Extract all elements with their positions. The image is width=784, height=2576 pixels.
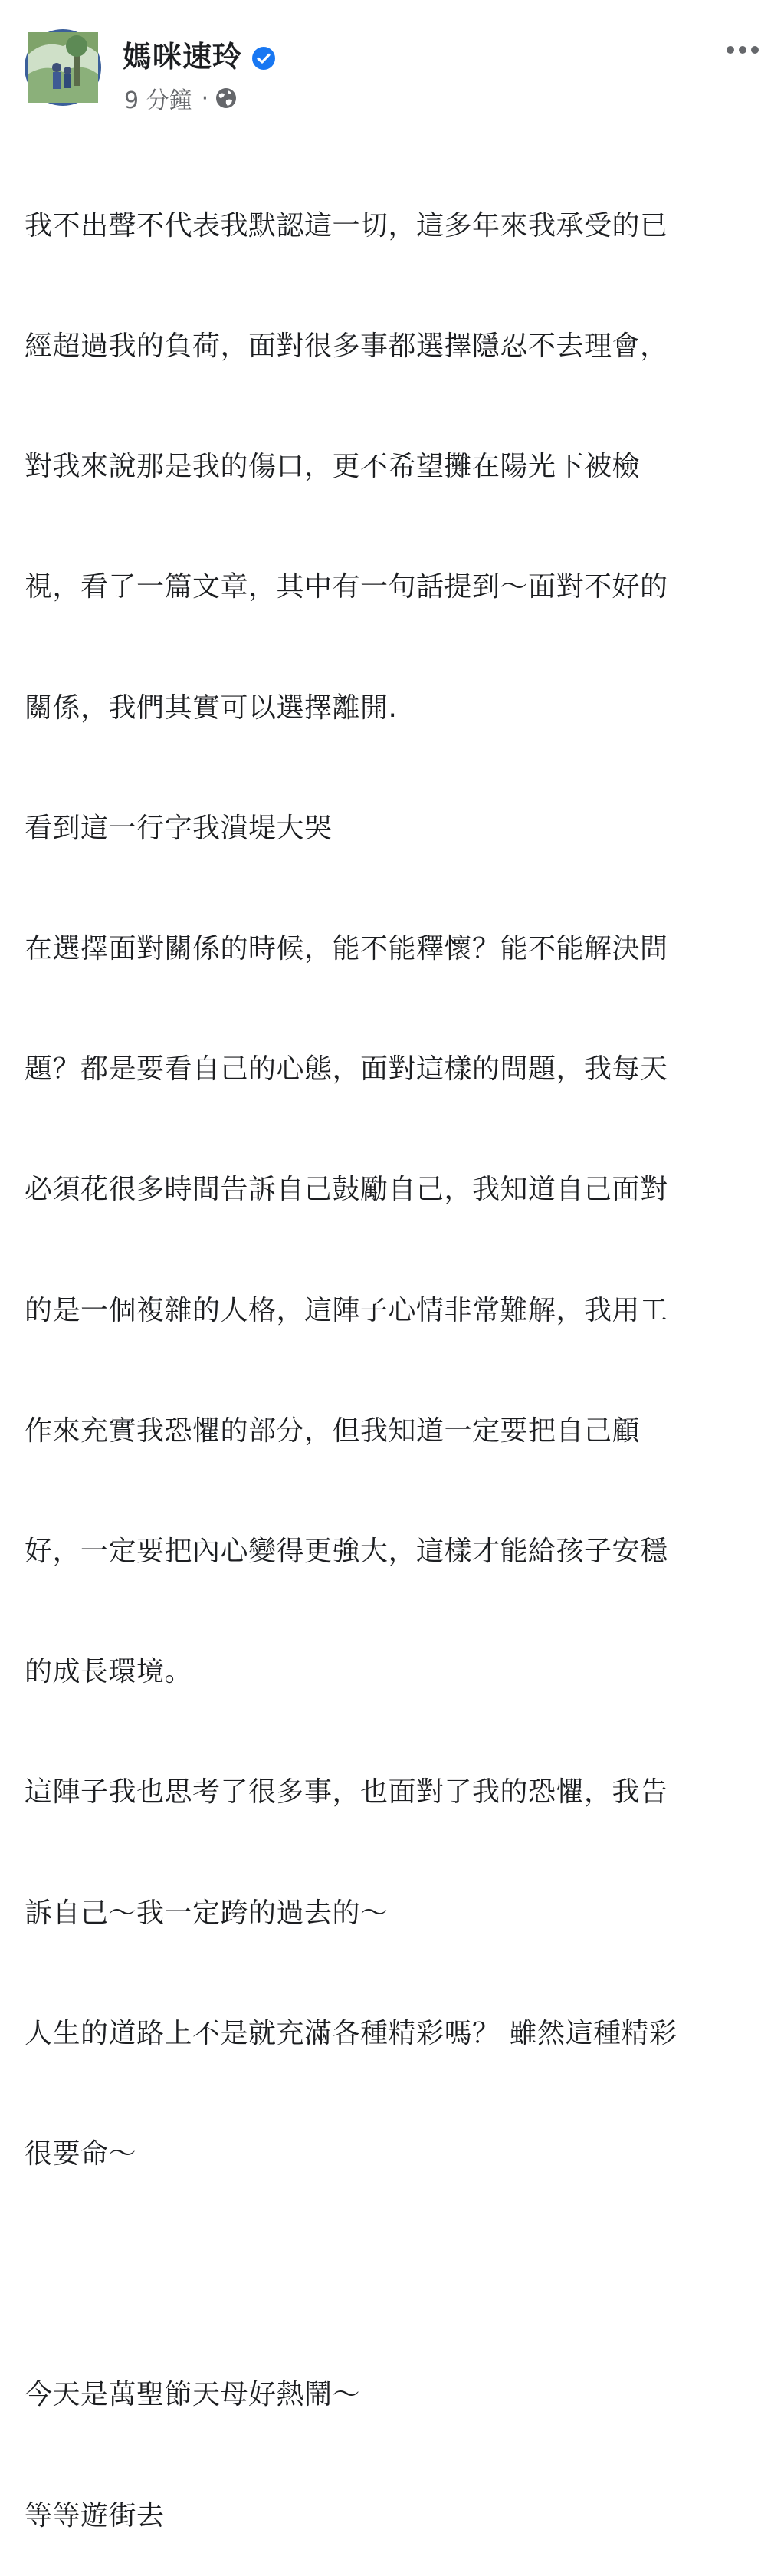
avatar[interactable] (25, 29, 101, 106)
post-text-line: 題？都是要看自己的心態，面對這樣的問題，我每天 (25, 1053, 668, 1086)
post-text-line: 在選擇面對關係的時候，能不能釋懷？能不能解決問 (25, 933, 668, 965)
post-text-line: 對我來說那是我的傷口，更不希望攤在陽光下被檢 (25, 451, 641, 483)
verified-badge-icon (251, 46, 276, 71)
post-text-line: 經超過我的負荷，面對很多事都選擇隱忍不去理會， (25, 330, 668, 363)
post-text-line: 看到這一行字我潰堤大哭 (25, 812, 333, 844)
post-text-line: 這陣子我也思考了很多事，也面對了我的恐懼，我告 (25, 1776, 668, 1809)
more-options-icon[interactable] (725, 43, 760, 57)
post-text-line: 好，一定要把內心變得更強大，這樣才能給孩子安穩 (25, 1536, 668, 1568)
post-text-line: 很要命～ (25, 2138, 137, 2170)
post-text-line: 的成長環境。 (25, 1656, 193, 1688)
avatar-image (28, 32, 98, 103)
post-meta (124, 83, 238, 113)
author-name[interactable]: 媽咪速玲 (123, 40, 243, 74)
post-header (25, 29, 760, 113)
meta-separator: · (201, 84, 209, 112)
post-text-line: 訴自己～我一定跨的過去的～ (25, 1897, 389, 1929)
post-text-line: 今天是萬聖節天母好熱鬧～ (25, 2379, 361, 2411)
post-text-line: 我不出聲不代表我默認這一切，這多年來我承受的已 (25, 209, 668, 242)
post-text-line: 等等遊街去 (25, 2499, 165, 2532)
post-text-line: 的是一個複雜的人格，這陣子心情非常難解，我用工 (25, 1294, 668, 1326)
post-text-line: 視，看了一篇文章，其中有一句話提到～面對不好的 (25, 571, 668, 603)
post-text-line: 關係，我們其實可以選擇離開. (25, 692, 398, 724)
post-text-line: 人生的道路上不是就充滿各種精彩嗎？ 雖然這種精彩 (25, 2017, 677, 2049)
post-text-line: 必須花很多時間告訴自己鼓勵自己，我知道自己面對 (25, 1174, 668, 1206)
post-text-line: 作來充實我恐懼的部分，但我知道一定要把自己顧 (25, 1414, 641, 1447)
post-text (25, 126, 753, 2576)
post-text-line (25, 2255, 753, 2295)
post-timestamp[interactable]: 9 分鐘 (124, 87, 192, 114)
globe-icon[interactable] (215, 87, 238, 110)
